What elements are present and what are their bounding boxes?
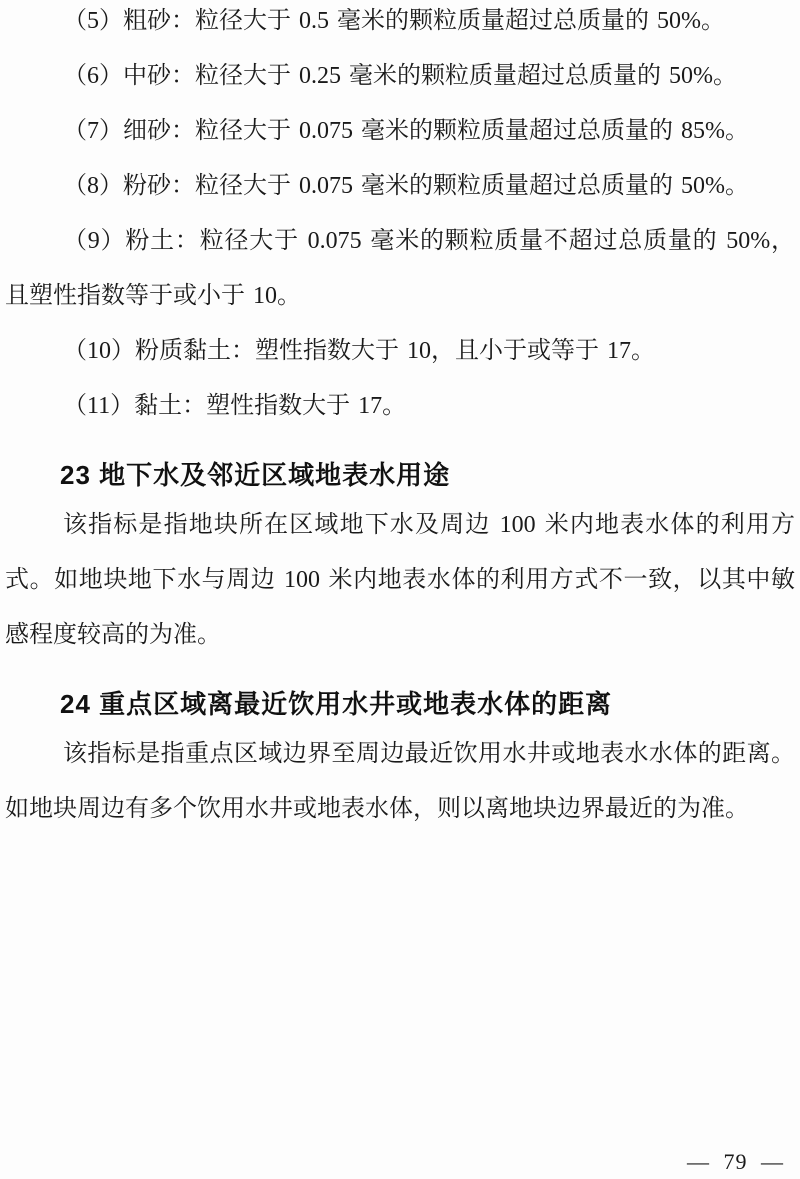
section-body-24: 该指标是指重点区域边界至周边最近饮用水井或地表水水体的距离。如地块周边有多个饮用水井或地表水体，则以离地块边界最近的为准。 <box>5 741 795 822</box>
list-item-9: （9）粉土：粒径大于 0.075 毫米的颗粒质量不超过总质量的 50%，且塑性指数等于或小于 10。 <box>5 228 795 309</box>
list-item-10: （10）粉质黏土：塑性指数大于 10，且小于或等于 17。 <box>63 338 655 364</box>
page-number: — 79 — <box>687 1149 784 1174</box>
list-item-5: （5）粗砂：粒径大于 0.5 毫米的颗粒质量超过总质量的 50%。 <box>63 8 725 34</box>
page-content <box>5 0 795 837</box>
section-body-23: 该指标是指地块所在区域地下水及周边 100 米内地表水体的利用方式。如地块地下水与周边 100 米内地表水体的利用方式不一致，以其中敏感程度较高的为准。 <box>5 512 795 648</box>
section-heading-23: 23 地下水及邻近区域地表水用途 <box>60 460 451 490</box>
list-item-11: （11）黏土：塑性指数大于 17。 <box>63 393 407 419</box>
section-heading-24: 24 重点区域离最近饮用水井或地表水体的距离 <box>60 689 613 719</box>
list-item-7: （7）细砂：粒径大于 0.075 毫米的颗粒质量超过总质量的 85%。 <box>63 118 749 144</box>
list-item-8: （8）粉砂：粒径大于 0.075 毫米的颗粒质量超过总质量的 50%。 <box>63 173 749 199</box>
list-item-6: （6）中砂：粒径大于 0.25 毫米的颗粒质量超过总质量的 50%。 <box>63 63 737 89</box>
